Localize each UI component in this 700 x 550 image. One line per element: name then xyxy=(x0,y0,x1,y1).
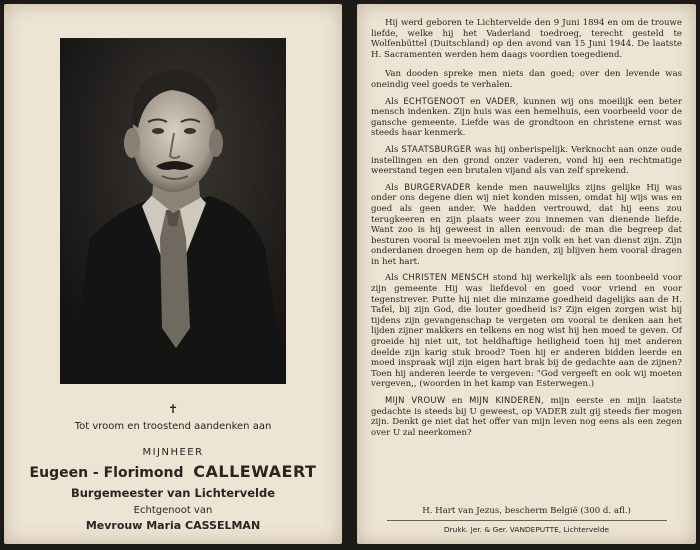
deceased-name xyxy=(4,462,342,481)
mayor-paragraph: Als BURGERVADER kende men nauwelijks zijns gelijke Hij was onder ons degene dien wij niet konden missen, omdat hij wijs was en goed als geen ander. We hadden vertrouwd, dat hij eens zou terugkeeren en zijn plaats weer zou innemen van dienende liefde. Want zoo is hij geweest in allen eenvoud: de man die begreep dat besturen vooral is meevoelen met zijn volk en het van dienst zijn. Zijn onderdanen droegen hem op de handen, zij blijven hem vooral dragen in het hart. xyxy=(371,181,682,267)
birth-death-paragraph: Hij werd geboren te Lichtervelde den 9 Juni 1894 en om de trouwe liefde, welke hij het Vaderland toedroeg, terecht gesteld te Wolfenbüttel (Duitschland) op den avond van 15 Juni 1944. De laatste H. Sacramenten werden hem daags voordien toegediend. xyxy=(371,18,682,60)
spouse-father-paragraph: Als ECHTGENOOT en VADER, kunnen wij ons moeilijk een beter mensch indenken. Zijn huis was een hemelhuis, een voorbeeld voor de gansche gemeente. Liefde was de grondtoon en christene ernst was steeds haar kenmerk. xyxy=(371,95,682,139)
prayer-line: H. Hart van Jezus, bescherm België (300 d. afl.) xyxy=(422,506,631,516)
honorific: MIJNHEER xyxy=(142,447,204,458)
spouse-name: Mevrouw Maria CASSELMAN xyxy=(85,519,261,532)
intro-paragraph: Van dooden spreke men niets dan goed; over den levende was oneindig veel goeds te verhalen. xyxy=(371,69,682,90)
printer-credit: Drukk. Jer. & Ger. VANDEPUTTE, Lichtervelde xyxy=(443,525,610,534)
spouse-label: Echtgenoot van xyxy=(133,505,213,516)
portrait-photo xyxy=(60,38,286,384)
memorial-card-back xyxy=(357,4,696,544)
given-names: Eugeen - Florimond xyxy=(29,465,184,481)
family-paragraph: MIJN VROUW en MIJN KINDEREN, mijn eerste en mijn laatste gedachte is steeds bij U geweest, op VADER zult gij steeds fier mogen zijn. Denkt ge niet dat het offer van mijn leven nog eens als een zegen over U zal neerkomen? xyxy=(371,395,682,438)
role-title: Burgemeester van Lichtervelde xyxy=(70,486,275,500)
surname: CALLEWAERT xyxy=(193,462,317,481)
cross-icon: ✝ xyxy=(167,402,179,416)
citizen-paragraph: Als STAATSBURGER was hij onberispelijk. Verknocht aan onze oude instellingen en den grond onzer vaderen, vond hij een rechtmatige weerstand tegen een brutalen vijand als van zelf sprekend. xyxy=(371,143,682,177)
memorial-card-front xyxy=(4,4,342,544)
dedication-text: Tot vroom en troostend aandenken aan xyxy=(74,421,272,432)
divider xyxy=(387,520,667,521)
christian-paragraph: Als CHRISTEN MENSCH stond hij werkelijk als een toonbeeld voor zijn gemeente Hij was liefdevol en goed voor vriend en voor tegenstrever. Putte hij niet die minzame goedheid dagelijks aan de H. Tafel, bij zijn God, die louter goedheid is? Zijn eigen zorgen wist hij tijdens zijn gevangenschap te vergeten om vooral te denken aan het lijden zijner makkers en telkens en nog wist hij hen moed te geven. Of groeide hij niet uit, tot heldhaftige heiligheid toen hij met anderen deelde zijn karig stuk brood? Toen hij er anderen bidden leerde en moed inspraak wijl zijn eigen hart brak bij de gedachte aan de zijnen? Toen hij anderen leerde te vergeven: "God vergeeft en ook wij moeten vergeven,, (woorden in het kamp van Esterwegen.) xyxy=(371,272,682,390)
biography-text xyxy=(371,18,682,443)
